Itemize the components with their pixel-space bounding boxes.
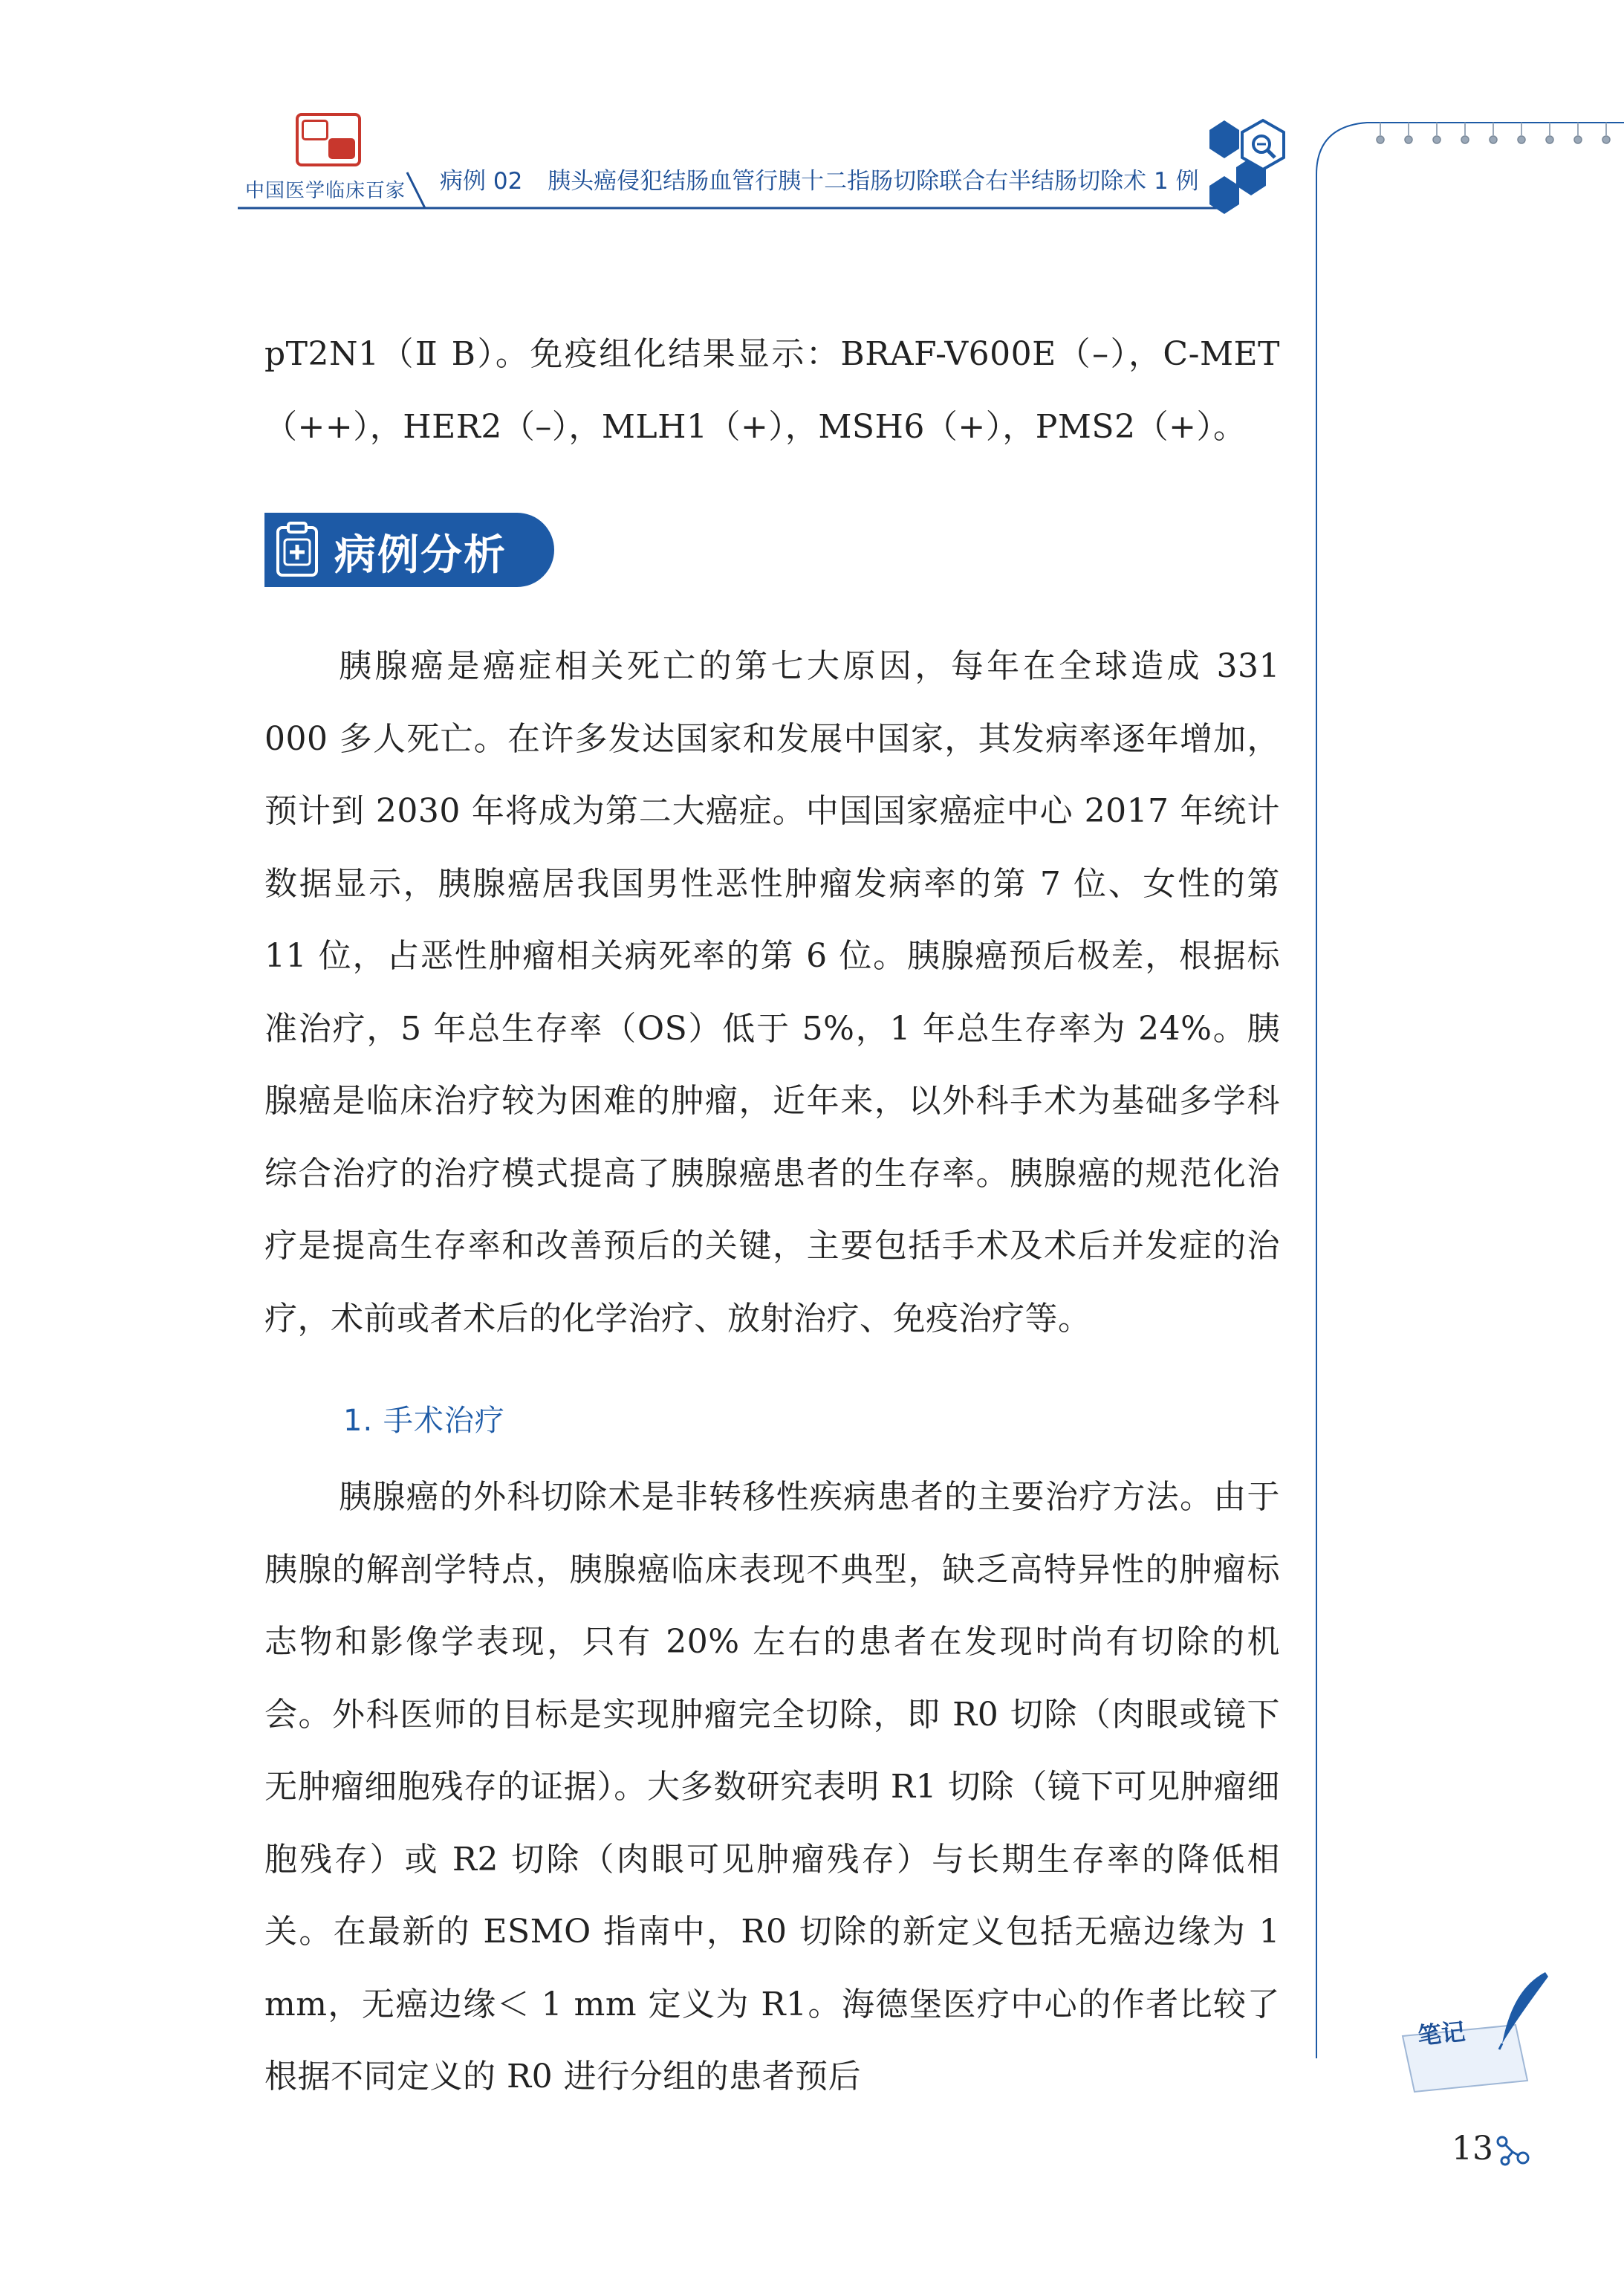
section-title: 病例分析 bbox=[334, 531, 507, 580]
clipboard-medical-icon bbox=[273, 520, 321, 580]
surgery-paragraph: 胰腺癌的外科切除术是非转移性疾病患者的主要治疗方法。由于胰腺的解剖学特点，胰腺癌临床表现不典型，缺乏高特异性的肿瘤标志物和影像学表现，只有 20% 左右的患者在发现时尚有切除的机会。外科医师的目标是实现肿瘤完全切除，即 R0 切除（肉眼或镜下无肿瘤细胞残存的证据）。大多数研究表明 R1 切除（镜下可见肿瘤细胞残存）或 R2 切除（肉眼可见肿瘤残存）与长期生存率的降低相关。在最新的 ESMO 指南中，R0 切除的新定义包括无癌边缘为 1 mm，无癌边缘＜ 1 mm 定义为 R1。海德堡医疗中心的作者比较了根据不同定义的 R0 进行分组的患者预后 bbox=[264, 1478, 1280, 2095]
page-number: 13 bbox=[1452, 2130, 1493, 2168]
intro-paragraph: pT2N1（Ⅱ B）。免疫组化结果显示：BRAF-V600E（–），C-MET（++），HER2（–），MLH1（+），MSH6（+），PMS2（+）。 bbox=[264, 335, 1280, 446]
subsection-title: 1. 手术治疗 bbox=[343, 1404, 505, 1438]
molecule-icon bbox=[1495, 2134, 1532, 2167]
quill-pen-icon bbox=[1493, 1969, 1553, 2051]
notes-label: 笔记 bbox=[1416, 2017, 1467, 2051]
case-label: 病例 02 bbox=[440, 168, 523, 195]
case-title: 胰头癌侵犯结肠血管行胰十二指肠切除联合右半结肠切除术 1 例 bbox=[548, 168, 1199, 195]
analysis-paragraph: 胰腺癌是癌症相关死亡的第七大原因，每年在全球造成 331 000 多人死亡。在许多发达国家和发展中国家，其发病率逐年增加，预计到 2030 年将成为第二大癌症。中国国家癌症中心 2017 年统计数据显示，胰腺癌居我国男性恶性肿瘤发病率的第 7 位、女性的第 11 位，占恶性肿瘤相关病死率的第 6 位。胰腺癌预后极差，根据标准治疗，5 年总生存率（OS）低于 5%，1 年总生存率为 24%。胰腺癌是临床治疗较为困难的肿瘤，近年来，以外科手术为基础多学科综合治疗的治疗模式提高了胰腺癌患者的生存率。胰腺癌的规范化治疗是提高生存率和改善预后的关键，主要包括手术及术后并发症的治疗，术前或者术后的化学治疗、放射治疗、免疫治疗等。 bbox=[264, 647, 1280, 1338]
logo-text: 中国医学临床百家 bbox=[245, 180, 406, 202]
